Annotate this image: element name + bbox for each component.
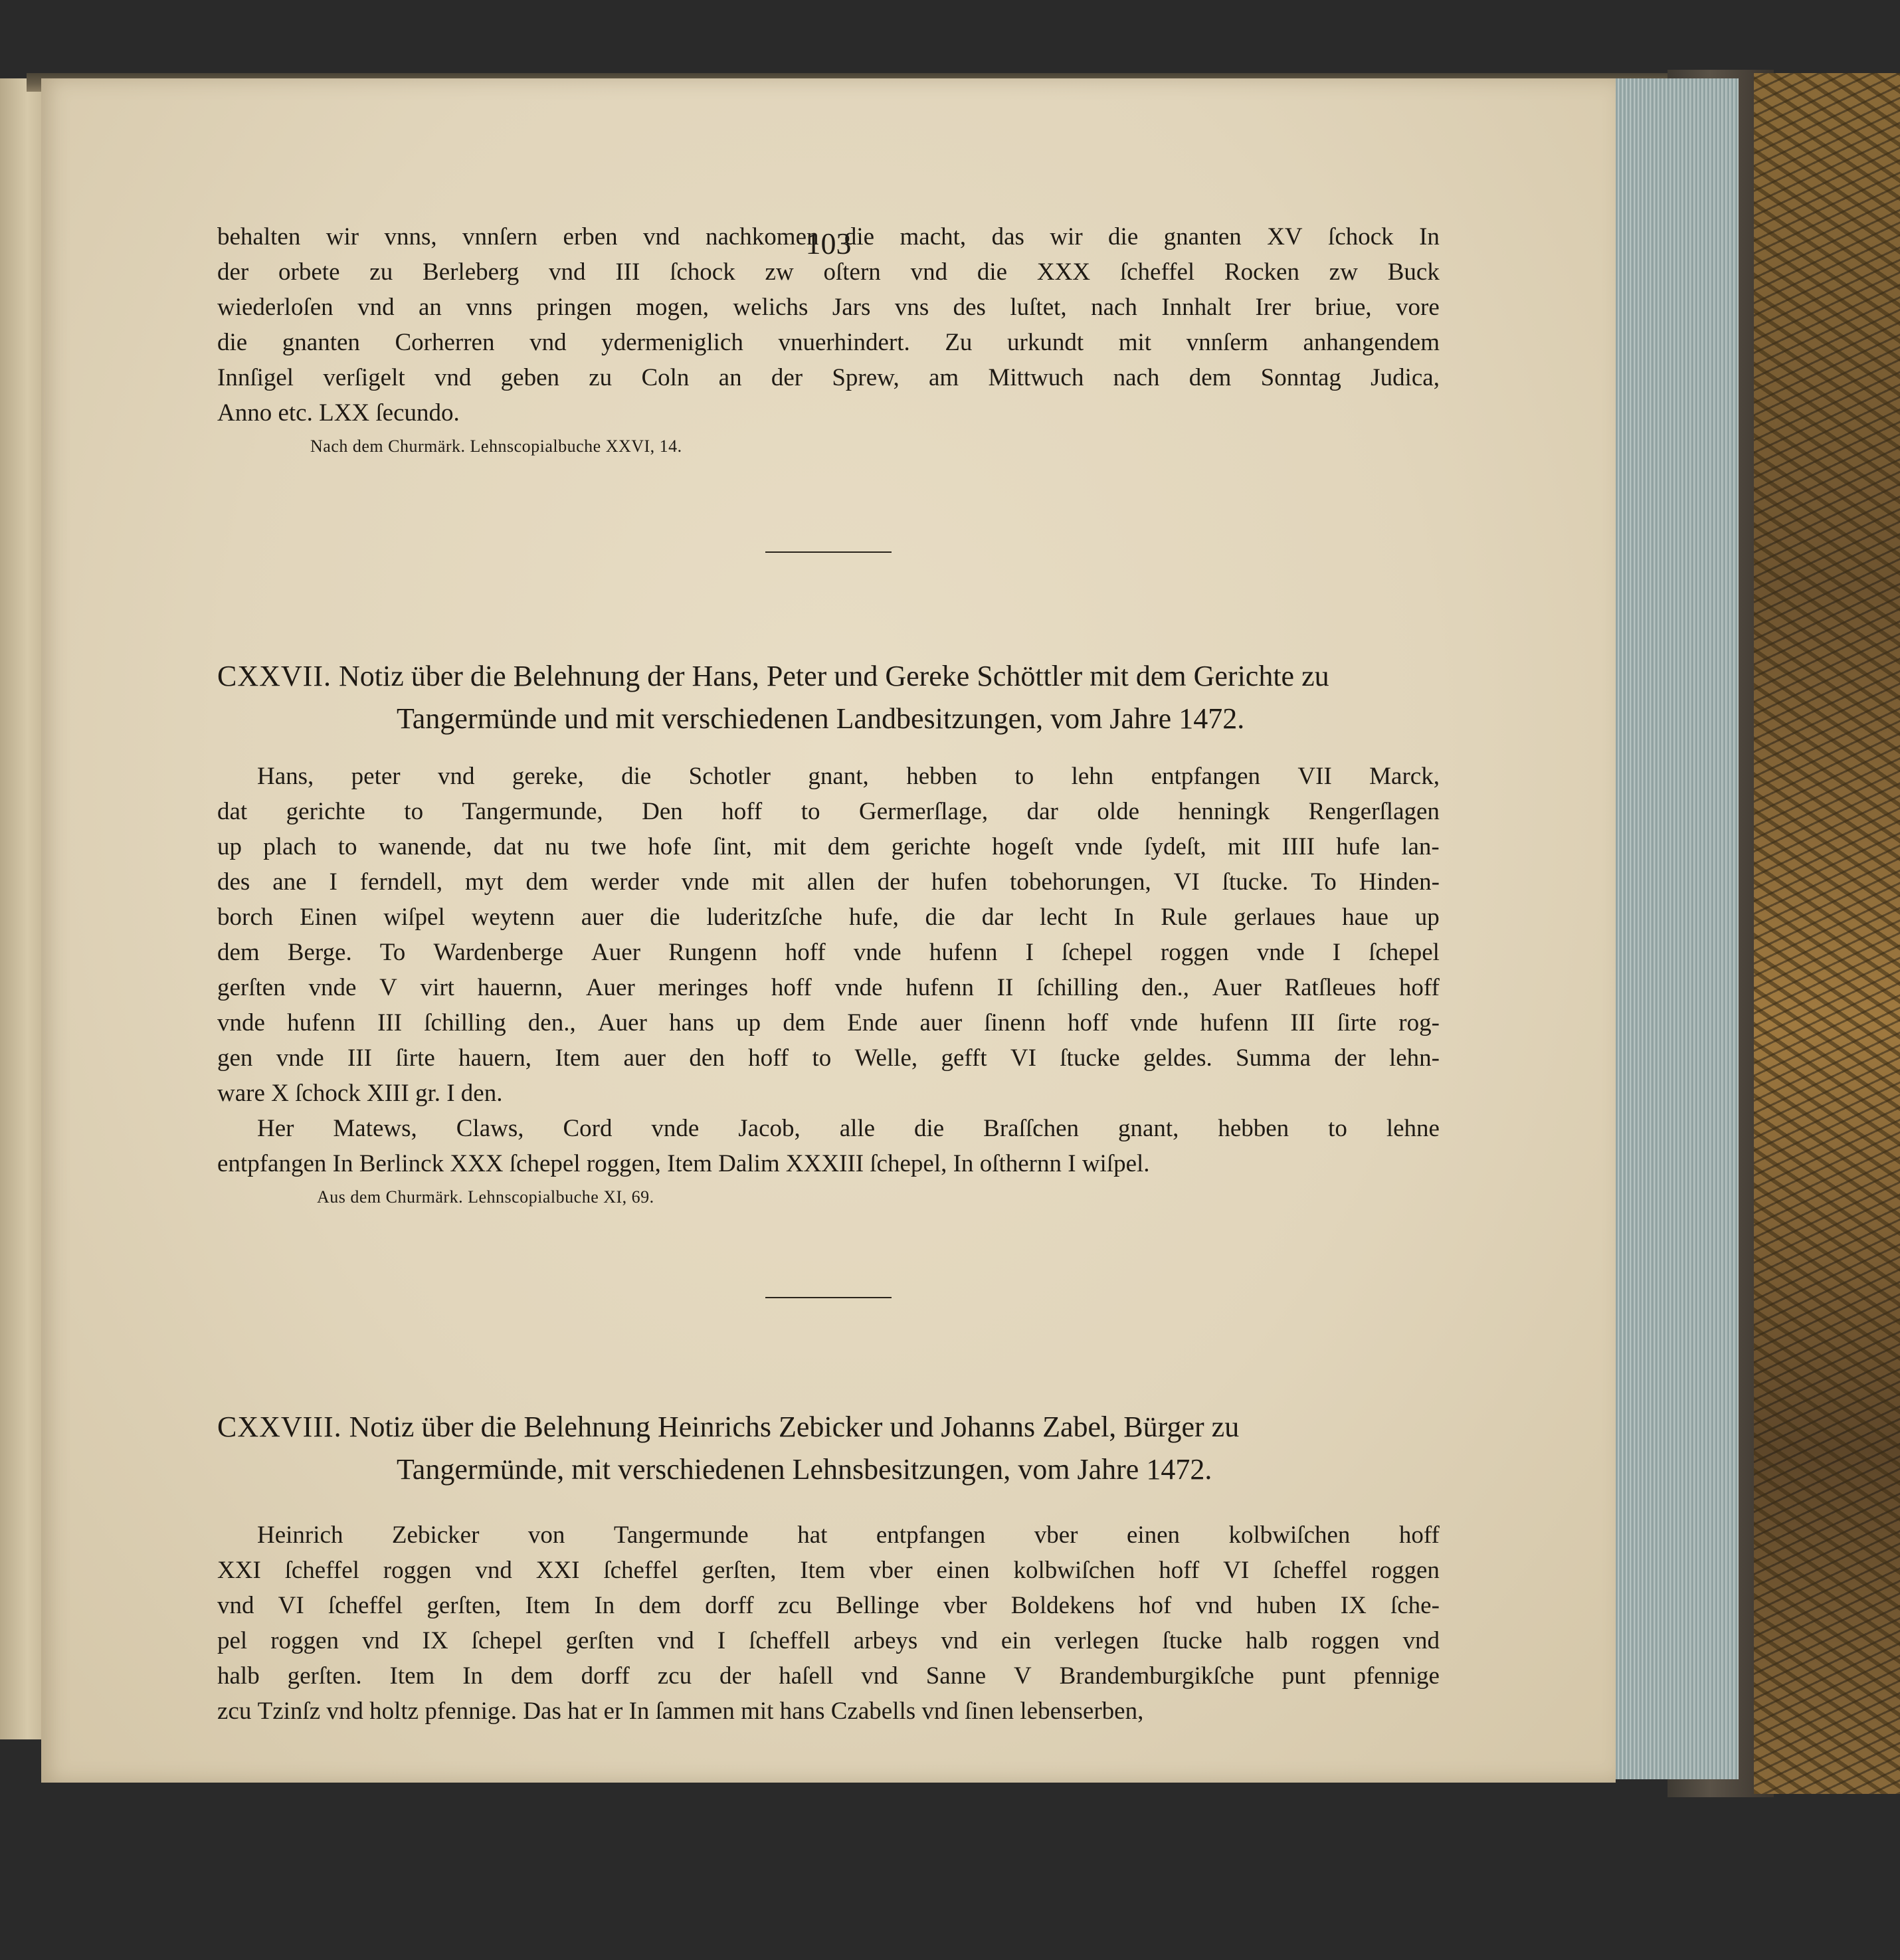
page-edges (1611, 78, 1739, 1779)
section-127-source: Aus dem Churmärk. Lehnscopialbuche XI, 69. (317, 1187, 654, 1207)
text-line: Hans, peter vnd gereke, die Schotler gnant, hebben to lehn entpfangen VII Marck, (257, 763, 1440, 790)
text-line: behalten wir vnns, vnnſern erben vnd nachkomen die macht, das wir die gnanten XV ſchock In (217, 223, 1440, 250)
text-line: gerſten vnde V virt hauernn, Auer meringes hoff vnde hufenn II ſchilling den., Auer Ratſleues hoff (217, 974, 1440, 1001)
section-128-title-2: Tangermünde, mit verschiedenen Lehnsbesitzungen, vom Jahre 1472. (397, 1453, 1212, 1486)
section-128-para-1 (217, 1518, 1440, 1729)
section-divider-2 (765, 1297, 892, 1298)
text-line: wiederloſen vnd an vnns pringen mogen, welichs Jars vns des luſtet, nach Innhalt Irer briue, vore (217, 294, 1440, 321)
section-128-title-1: Notiz über die Belehnung Heinrichs Zebicker und Johanns Zabel, Bürger zu (349, 1411, 1240, 1443)
marbled-cover (1754, 73, 1900, 1794)
text-line: halb gerſten. Item In dem dorff zcu der haſell vnd Sanne V Brandemburgikſche punt pfennige (217, 1662, 1440, 1690)
text-line: up plach to wanende, dat nu twe hofe ſint, mit dem gerichte hogeſt vnde ſydeſt, mit IIII hufe lan- (217, 833, 1440, 860)
text-line: des ane I ferndell, myt dem werder vnde mit allen der hufen tobehorungen, VI ſtucke. To Hinden- (217, 868, 1440, 896)
text-line: gen vnde III ſirte hauern, Item auer den hoff to Welle, gefft VI ſtucke geldes. Summa der lehn- (217, 1044, 1440, 1072)
section-128-number: CXXVIII. (217, 1411, 342, 1443)
section-127-number: CXXVII. (217, 660, 332, 692)
intro-lines (217, 219, 1440, 431)
section-127-heading (217, 655, 1440, 698)
text-line: die gnanten Corherren vnd ydermeniglich vnuerhindert. Zu urkundt mit vnnſerm anhangendem (217, 329, 1440, 356)
source-note: Nach dem Churmärk. Lehnscopialbuche XXVI, 14. (310, 437, 682, 456)
section-127 (217, 655, 1440, 1213)
text-line: XXI ſcheffel roggen vnd XXI ſcheffel gerſten, Item vber einen kolbwiſchen hoff VI ſcheffel roggen (217, 1557, 1440, 1584)
text-line: der orbete zu Berleberg vnd III ſchock zw oſtern vnd die XXX ſcheffel Rocken zw Buck (217, 258, 1440, 286)
intro-paragraph (217, 219, 1440, 462)
text-line: Innſigel verſigelt vnd geben zu Coln an der Sprew, am Mittwuch nach dem Sonntag Judica, (217, 364, 1440, 391)
text-line: borch Einen wiſpel weytenn auer die luderitzſche hufe, die dar lecht In Rule gerlaues haue up (217, 904, 1440, 931)
text-line: pel roggen vnd IX ſchepel gerſten vnd I ſcheffell arbeys vnd ein verlegen ſtucke halb roggen vnd (217, 1627, 1440, 1654)
text-line: vnde hufenn III ſchilling den., Auer hans up dem Ende auer ſinenn hoff vnde hufenn III ſirte rog- (217, 1009, 1440, 1036)
section-divider (765, 551, 892, 553)
text-line: dem Berge. To Wardenberge Auer Rungenn hoff vnde hufenn I ſchepel roggen vnde I ſchepel (217, 939, 1440, 966)
page-number: 103 (805, 227, 852, 260)
section-128-heading (217, 1406, 1440, 1448)
text-line: ware X ſchock XIII gr. I den. (217, 1080, 503, 1107)
text-line: dat gerichte to Tangermunde, Den hoff to Germerſlage, dar olde henningk Rengerſlagen (217, 798, 1440, 825)
text-line: entpfangen In Berlinck XXX ſchepel roggen, Item Dalim XXXIII ſchepel, In oſthernn I wiſpel. (217, 1150, 1150, 1177)
section-127-title-2: Tangermünde und mit verschiedenen Landbesitzungen, vom Jahre 1472. (397, 702, 1245, 735)
text-line: Anno etc. LXX ſecundo. (217, 399, 460, 427)
section-127-title-1: Notiz über die Belehnung der Hans, Peter und Gereke Schöttler mit dem Gerichte zu (338, 660, 1329, 692)
section-127-para-2 (217, 1111, 1440, 1181)
text-line: vnd VI ſcheffel gerſten, Item In dem dorff zcu Bellinge vber Boldekens hof vnd huben IX ſche- (217, 1592, 1440, 1619)
section-128 (217, 1406, 1440, 1729)
text-line: Her Matews, Claws, Cord vnde Jacob, alle die Braſſchen gnant, hebben to lehne (257, 1115, 1440, 1142)
text-line: Heinrich Zebicker von Tangermunde hat entpfangen vber einen kolbwiſchen hoff (257, 1521, 1440, 1549)
book-page (41, 78, 1616, 1783)
text-line: zcu Tzinſz vnd holtz pfennige. Das hat er In ſammen mit hans Czabells vnd ſinen lebenserben, (217, 1698, 1144, 1725)
section-127-para-1 (217, 759, 1440, 1111)
